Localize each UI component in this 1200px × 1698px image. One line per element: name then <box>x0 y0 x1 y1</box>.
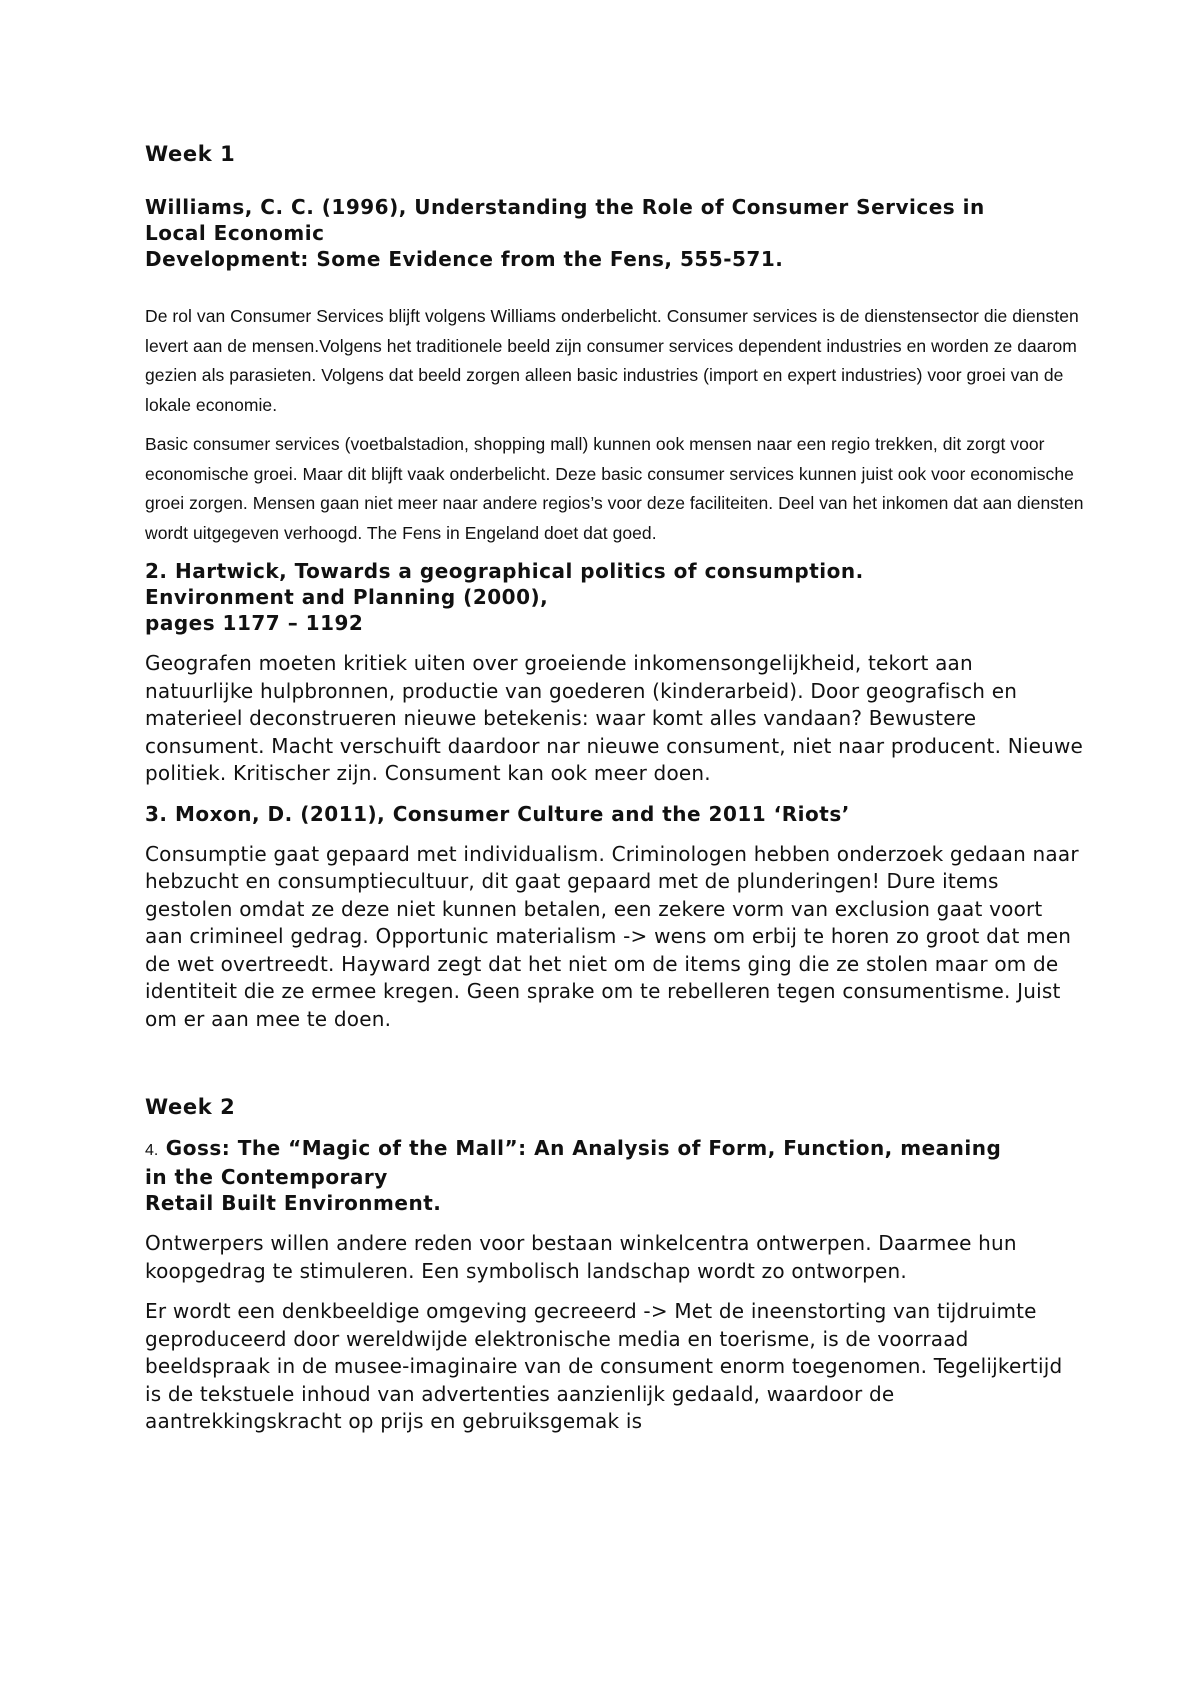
reference-4-line-3: Retail Built Environment. <box>145 1191 442 1215</box>
reference-4-paragraph-2: Er wordt een denkbeeldige omgeving gecreeerd -> Met de ineenstorting van tijdruimte geproduceerd door wereldwijde elektronische media en toerisme, is de voorraad beeldspraak in de musee-imaginaire van de consument enorm toegenomen. Tegelijkertijd is de tekstuele inhoud van advertenties aanzienlijk gedaald, waardoor de aantrekkingskracht op prijs en gebruiksgemak is <box>145 1299 1063 1433</box>
reference-4-heading <box>145 1135 1085 1216</box>
week-2-heading: Week 2 <box>145 1095 236 1119</box>
reference-1-line-2: Local Economic <box>145 221 325 245</box>
reference-2-heading <box>145 558 1085 636</box>
reference-3-heading <box>145 801 1085 827</box>
reference-2-paragraph: Geografen moeten kritiek uiten over groeiende inkomensongelijkheid, tekort aan natuurlijke hulpbronnen, productie van goederen (kinderarbeid). Door geografisch en materieel deconstrueren nieuwe betekenis: waar komt alles vandaan? Bewustere consument. Macht verschuift daardoor nar nieuwe consument, niet naar producent. Nieuwe politiek. Kritischer zijn. Consument kan ook meer doen. <box>145 651 1084 785</box>
reference-1-line-3: Development: Some Evidence from the Fens, 555-571. <box>145 247 784 271</box>
reference-1-paragraph-1: De rol van Consumer Services blijft volgens Williams onderbelicht. Consumer services is de dienstensector die diensten levert aan de mensen.Volgens het traditionele beeld zijn consumer services dependent industries en worden ze daarom gezien als parasieten. Volgens dat beeld zorgen alleen basic industries (import en expert industries) voor groei van de lokale economie. <box>145 306 1079 415</box>
reference-4-number: 4. <box>145 1142 159 1159</box>
reference-3-paragraph: Consumptie gaat gepaard met individualism. Criminologen hebben onderzoek gedaan naar hebzucht en consumptiecultuur, dit gaat gepaard met de plunderingen! Dure items gestolen omdat ze deze niet kunnen betalen, een zekere vorm van exclusion gaat voort aan crimineel gedrag. Opportunic materialism -> wens om erbij te horen zo groot dat men de wet overtreedt. Hayward zegt dat het niet om de items ging die ze stolen maar om de identiteit die ze ermee kregen. Geen sprake om te rebelleren tegen consumentisme. Juist om er aan mee te doen. <box>145 841 1079 1031</box>
reference-3-line-1: 3. Moxon, D. (2011), Consumer Culture and the 2011 ‘Riots’ <box>145 801 850 826</box>
reference-2-line-2: Environment and Planning (2000), <box>145 585 549 609</box>
reference-1-paragraph-2: Basic consumer services (voetbalstadion, shopping mall) kunnen ook mensen naar een regio trekken, dit zorgt voor economische groei. Maar dit blijft vaak onderbelicht. Deze basic consumer services kunnen juist ook voor economische groei zorgen. Mensen gaan niet meer naar andere regios’s voor deze faciliteiten. Deel van het inkomen dat aan diensten wordt uitgegeven verhoogd. The Fens in Engeland doet dat goed. <box>145 434 1084 543</box>
reference-2-line-3: pages 1177 – 1192 <box>145 611 364 635</box>
reference-1-heading <box>145 194 1085 272</box>
reference-4-line-1-text: Goss: The “Magic of the Mall”: An Analysis of Form, Function, meaning <box>158 1136 1002 1160</box>
reference-4-line-1 <box>145 1135 1085 1164</box>
reference-4-line-2: in the Contemporary <box>145 1165 388 1189</box>
document-content <box>145 140 1085 1436</box>
reference-4-paragraph-1: Ontwerpers willen andere reden voor bestaan winkelcentra ontwerpen. Daarmee hun koopgedrag te stimuleren. Een symbolisch landschap wordt zo ontworpen. <box>145 1231 1017 1283</box>
reference-2-line-1: 2. Hartwick, Towards a geographical politics of consumption. <box>145 559 864 583</box>
reference-1-line-1: Williams, C. C. (1996), Understanding the Role of Consumer Services in <box>145 195 985 219</box>
week-1-heading: Week 1 <box>145 142 236 166</box>
